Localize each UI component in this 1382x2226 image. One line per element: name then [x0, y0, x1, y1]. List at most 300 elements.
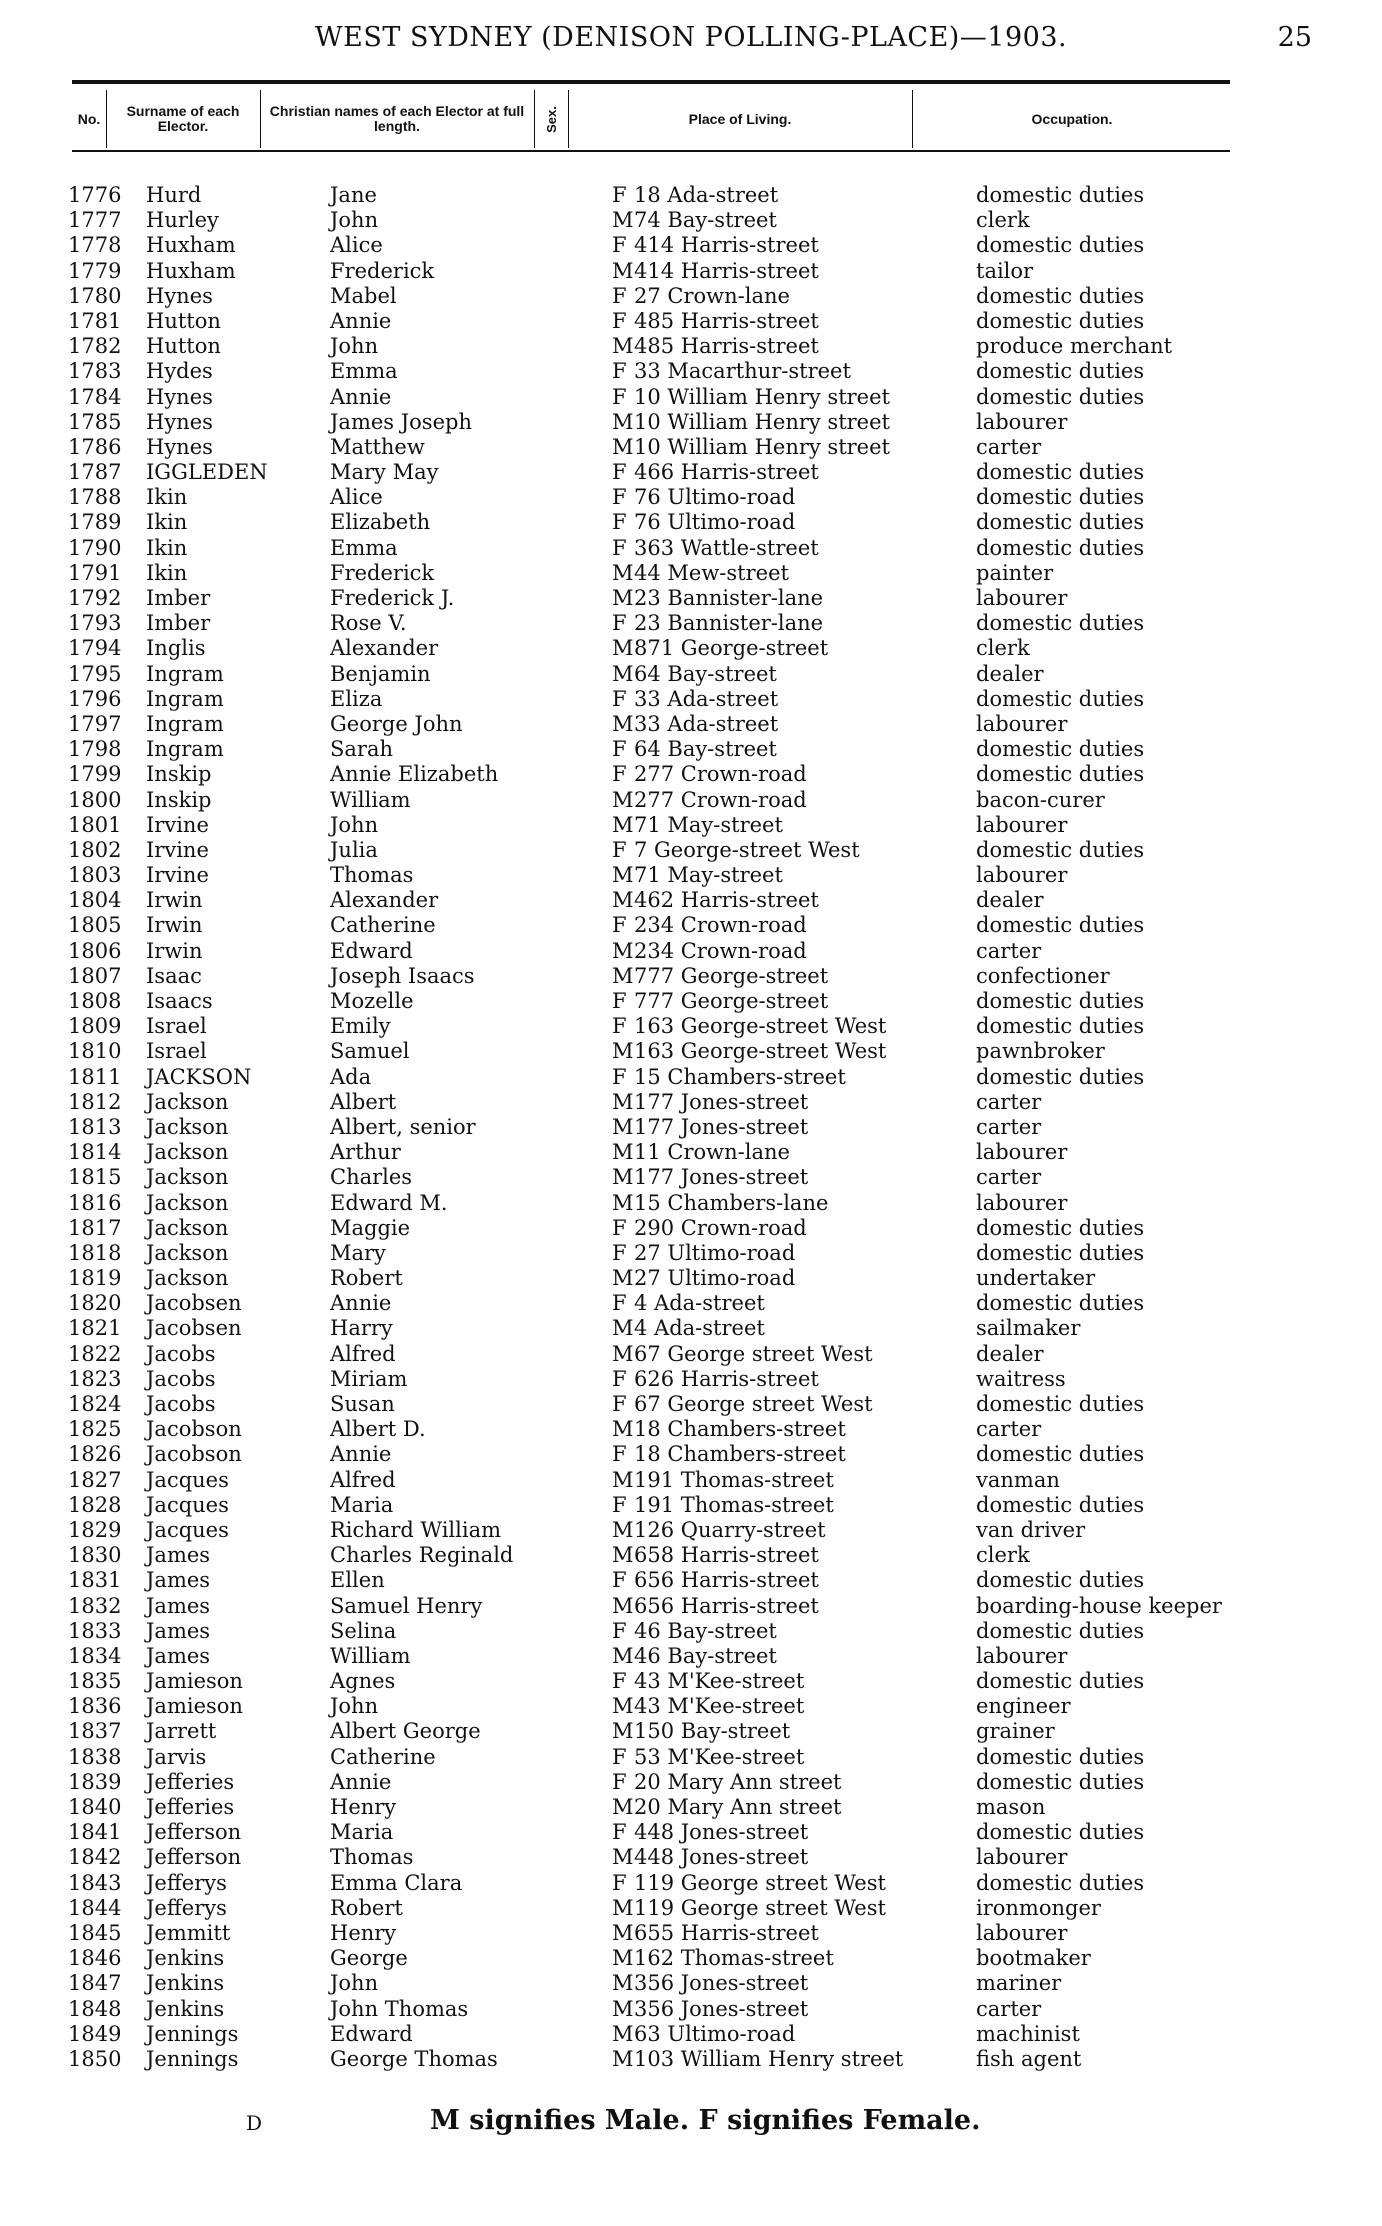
surname: Jacobs	[146, 1341, 216, 1366]
occupation: domestic duties	[976, 989, 1145, 1013]
elector-number: 1815	[68, 1165, 122, 1190]
occupation: labourer	[976, 409, 1068, 434]
christian-names: John	[330, 812, 379, 837]
surname: Jacobsen	[146, 1291, 242, 1316]
occupation: labourer	[976, 1845, 1068, 1870]
elector-number: 1800	[68, 787, 122, 812]
elector-number: 1847	[68, 1971, 122, 1996]
sex: F	[612, 686, 627, 711]
occupation: boarding-house keeper	[976, 1593, 1222, 1618]
occupation: domestic duties	[976, 1014, 1145, 1039]
occupation: labourer	[976, 812, 1068, 837]
occupation: domestic duties	[976, 1442, 1145, 1467]
sex: F	[612, 737, 627, 762]
elector-number: 1822	[68, 1341, 122, 1366]
christian-names: Robert	[330, 1895, 403, 1920]
occupation: fish agent	[976, 2046, 1082, 2071]
occupation: carter	[976, 938, 1042, 963]
occupation: domestic duties	[976, 308, 1145, 333]
occupation: clerk	[976, 208, 1030, 233]
elector-number: 1843	[68, 1870, 122, 1895]
place-of-living: 20 Mary Ann street	[634, 1795, 842, 1819]
christian-names: Annie	[330, 1769, 392, 1794]
sex: F	[612, 1240, 627, 1265]
christian-names: Robert	[330, 1266, 403, 1291]
place-of-living: 33 Ada-street	[634, 711, 779, 736]
elector-number: 1776	[68, 183, 122, 207]
table-row	[68, 1065, 1298, 1090]
column-headers	[72, 88, 1230, 152]
sex: M	[612, 1694, 634, 1719]
occupation: domestic duties	[976, 611, 1145, 636]
elector-number: 1793	[68, 611, 122, 636]
christian-names: Ada	[330, 1064, 372, 1089]
place-of-living: 71 May-street	[634, 812, 783, 837]
place-of-living: 76 Ultimo-road	[634, 485, 796, 510]
elector-number: 1820	[68, 1291, 122, 1316]
table-row	[68, 1845, 1298, 1870]
table-row	[68, 838, 1298, 863]
sex: F	[612, 485, 627, 510]
christian-names: William	[330, 1643, 411, 1668]
elector-number: 1837	[68, 1719, 122, 1744]
surname: Jenkins	[146, 1946, 225, 1971]
place-of-living: 290 Crown-road	[634, 1215, 807, 1240]
sex: M	[612, 1946, 634, 1971]
surname: Irvine	[146, 812, 209, 837]
surname: Jennings	[146, 2046, 239, 2071]
surname: Jacobs	[146, 1392, 216, 1416]
surname: Jackson	[146, 1215, 229, 1240]
christian-names: Emma	[330, 535, 398, 560]
sex: M	[612, 1920, 634, 1945]
sex: M	[612, 1467, 634, 1492]
surname: Israel	[146, 1039, 207, 1064]
surname: James	[146, 1593, 211, 1618]
place-of-living: 656 Harris-street	[634, 1568, 819, 1593]
surname: Jackson	[146, 1114, 229, 1139]
table-row	[68, 863, 1298, 888]
table-row	[68, 888, 1298, 913]
sex: F	[612, 1064, 627, 1089]
table-row	[68, 410, 1298, 435]
place-of-living: 462 Harris-street	[634, 888, 819, 913]
christian-names: Arthur	[330, 1140, 401, 1165]
table-row	[68, 561, 1298, 586]
table-row	[68, 1770, 1298, 1795]
place-of-living: 44 Mew-street	[634, 560, 789, 585]
christian-names: Susan	[330, 1392, 395, 1416]
surname: James	[146, 1643, 211, 1668]
elector-number: 1808	[68, 989, 122, 1013]
place-of-living: 656 Harris-street	[634, 1593, 819, 1618]
place-of-living: 4 Ada-street	[634, 1291, 765, 1316]
place-of-living: 71 May-street	[634, 863, 783, 888]
surname: Jackson	[146, 1089, 229, 1114]
col-surname: Surname of each Elector.	[126, 103, 240, 134]
table-row	[68, 359, 1298, 384]
sex: F	[612, 1366, 627, 1391]
sex: F	[612, 913, 627, 938]
occupation: domestic duties	[976, 1291, 1145, 1316]
place-of-living: 10 William Henry street	[634, 434, 890, 459]
sex: F	[612, 283, 627, 308]
surname: Jenkins	[146, 1996, 225, 2021]
col-christian: Christian names of each Elector at full length.	[269, 103, 525, 134]
christian-names: Albert	[330, 1089, 397, 1114]
occupation: domestic duties	[976, 283, 1145, 308]
sex: M	[612, 1593, 634, 1618]
elector-number: 1792	[68, 586, 122, 610]
table-row	[68, 1417, 1298, 1442]
occupation: domestic duties	[976, 1064, 1145, 1089]
table-row	[68, 712, 1298, 737]
christian-names: Alfred	[330, 1467, 396, 1492]
occupation: carter	[976, 1114, 1042, 1139]
surname: Irvine	[146, 863, 209, 888]
sex: M	[612, 434, 634, 459]
sex: M	[612, 1039, 634, 1064]
table-row	[68, 1644, 1298, 1669]
table-row	[68, 1291, 1298, 1316]
table-row	[68, 284, 1298, 309]
elector-number: 1809	[68, 1014, 122, 1039]
place-of-living: 18 Ada-street	[634, 183, 779, 207]
col-occupation: Occupation.	[1031, 110, 1113, 127]
christian-names: Rose V.	[330, 611, 407, 636]
sex: M	[612, 1996, 634, 2021]
occupation: carter	[976, 1417, 1042, 1442]
christian-names: William	[330, 787, 411, 812]
elector-number: 1840	[68, 1795, 122, 1819]
christian-names: Julia	[330, 837, 378, 862]
place-of-living: 46 Bay-street	[634, 1618, 777, 1643]
christian-names: Charles	[330, 1165, 413, 1190]
sex: M	[612, 1316, 634, 1341]
place-of-living: 7 George-street West	[634, 837, 860, 862]
christian-names: Harry	[330, 1316, 393, 1341]
place-of-living: 466 Harris-street	[634, 460, 819, 485]
sex: M	[612, 1190, 634, 1215]
surname: Jenkins	[146, 1971, 225, 1996]
table-row	[68, 510, 1298, 535]
elector-number: 1812	[68, 1089, 122, 1114]
occupation: carter	[976, 434, 1042, 459]
place-of-living: 777 George-street	[634, 963, 829, 988]
sex: M	[612, 787, 634, 812]
col-sex-label: Sex.	[543, 105, 559, 133]
occupation: domestic duties	[976, 913, 1145, 938]
table-row	[68, 662, 1298, 687]
christian-names: Jane	[330, 183, 377, 207]
occupation: undertaker	[976, 1266, 1096, 1291]
sex: M	[612, 1341, 634, 1366]
occupation: domestic duties	[976, 535, 1145, 560]
christian-names: Edward	[330, 2021, 413, 2046]
elector-number: 1823	[68, 1366, 122, 1391]
christian-names: Mozelle	[330, 989, 414, 1013]
sex: F	[612, 384, 627, 409]
page-number: 25	[1277, 22, 1312, 53]
christian-names: Frederick J.	[330, 586, 455, 610]
signature-letter: D	[246, 2111, 263, 2135]
elector-number: 1821	[68, 1316, 122, 1341]
occupation: labourer	[976, 863, 1068, 888]
elector-number: 1785	[68, 409, 122, 434]
christian-names: Catherine	[330, 913, 436, 938]
table-row	[68, 989, 1298, 1014]
occupation: domestic duties	[976, 1769, 1145, 1794]
elector-number: 1819	[68, 1266, 122, 1291]
christian-names: Mary May	[330, 460, 439, 485]
sex: F	[612, 1291, 627, 1316]
sex: F	[612, 510, 627, 535]
occupation: mariner	[976, 1971, 1062, 1996]
sex: F	[612, 762, 627, 787]
christian-names: Albert George	[330, 1719, 481, 1744]
table-row	[68, 1946, 1298, 1971]
place-of-living: 177 Jones-street	[634, 1114, 809, 1139]
place-of-living: 64 Bay-street	[634, 661, 777, 686]
place-of-living: 53 M'Kee-street	[634, 1744, 805, 1769]
place-of-living: 33 Ada-street	[634, 686, 779, 711]
elector-number: 1783	[68, 359, 122, 384]
surname: Imber	[146, 586, 211, 610]
table-row	[68, 1543, 1298, 1568]
occupation: bootmaker	[976, 1946, 1091, 1971]
occupation: bacon-curer	[976, 787, 1105, 812]
christian-names: John	[330, 1694, 379, 1719]
occupation: labourer	[976, 1190, 1068, 1215]
sex: M	[612, 2046, 634, 2071]
elector-number: 1839	[68, 1769, 122, 1794]
christian-names: George	[330, 1946, 408, 1971]
christian-names: Annie	[330, 1442, 392, 1467]
surname: Jarvis	[146, 1744, 207, 1769]
place-of-living: 27 Ultimo-road	[634, 1240, 796, 1265]
elector-number: 1807	[68, 963, 122, 988]
place-of-living: 485 Harris-street	[634, 334, 819, 359]
christian-names: Edward	[330, 938, 413, 963]
sex: M	[612, 1165, 634, 1190]
surname: Ikin	[146, 535, 188, 560]
surname: Hynes	[146, 384, 213, 409]
elector-number: 1806	[68, 938, 122, 963]
occupation: labourer	[976, 711, 1068, 736]
christian-names: Eliza	[330, 686, 383, 711]
place-of-living: 414 Harris-street	[634, 258, 819, 283]
surname: Hynes	[146, 434, 213, 459]
occupation: machinist	[976, 2021, 1080, 2046]
surname: Imber	[146, 611, 211, 636]
surname: Jefferson	[146, 1820, 242, 1845]
sex: M	[612, 586, 634, 610]
elector-number: 1848	[68, 1996, 122, 2021]
table-row	[68, 1871, 1298, 1896]
surname: Ingram	[146, 711, 224, 736]
occupation: domestic duties	[976, 837, 1145, 862]
occupation: domestic duties	[976, 460, 1145, 485]
occupation: carter	[976, 1089, 1042, 1114]
occupation: grainer	[976, 1719, 1055, 1744]
occupation: domestic duties	[976, 1669, 1145, 1694]
table-row	[68, 1820, 1298, 1845]
place-of-living: 234 Crown-road	[634, 938, 807, 963]
place-of-living: 363 Wattle-street	[634, 535, 819, 560]
sex: M	[612, 1845, 634, 1870]
col-divider	[534, 90, 535, 148]
table-row	[68, 1367, 1298, 1392]
elector-number: 1797	[68, 711, 122, 736]
occupation: clerk	[976, 1543, 1030, 1568]
place-of-living: 63 Ultimo-road	[634, 2021, 796, 2046]
table-row	[68, 1896, 1298, 1921]
col-divider	[260, 90, 261, 148]
place-of-living: 18 Chambers-street	[634, 1417, 846, 1442]
place-of-living: 191 Thomas-street	[634, 1467, 834, 1492]
sex: M	[612, 888, 634, 913]
christian-names: Elizabeth	[330, 510, 431, 535]
elector-number: 1824	[68, 1392, 122, 1416]
col-divider	[568, 90, 569, 148]
christian-names: Miriam	[330, 1366, 408, 1391]
table-row	[68, 1669, 1298, 1694]
christian-names: Selina	[330, 1618, 397, 1643]
place-of-living: 485 Harris-street	[634, 308, 819, 333]
sex: F	[612, 1820, 627, 1845]
surname: Isaacs	[146, 989, 213, 1013]
sex: M	[612, 1517, 634, 1542]
elector-number: 1829	[68, 1517, 122, 1542]
table-row	[68, 1493, 1298, 1518]
surname: Hurley	[146, 208, 219, 233]
occupation: domestic duties	[976, 183, 1145, 207]
sex: M	[612, 2021, 634, 2046]
elector-number: 1833	[68, 1618, 122, 1643]
table-row	[68, 1518, 1298, 1543]
table-row	[68, 636, 1298, 661]
occupation: produce merchant	[976, 334, 1173, 359]
place-of-living: 119 George street West	[634, 1895, 886, 1920]
place-of-living: 871 George-street	[634, 636, 829, 661]
sex: M	[612, 1643, 634, 1668]
christian-names: Agnes	[330, 1669, 396, 1694]
place-of-living: 163 George-street West	[634, 1014, 887, 1039]
sex: M	[612, 1114, 634, 1139]
christian-names: Samuel Henry	[330, 1593, 483, 1618]
elector-number: 1784	[68, 384, 122, 409]
christian-names: Albert, senior	[330, 1114, 476, 1139]
elector-number: 1831	[68, 1568, 122, 1593]
table-row	[68, 259, 1298, 284]
occupation: domestic duties	[976, 233, 1145, 258]
place-of-living: 74 Bay-street	[634, 208, 777, 233]
sex: F	[612, 1014, 627, 1039]
occupation: domestic duties	[976, 1215, 1145, 1240]
sex: M	[612, 208, 634, 233]
christian-names: Henry	[330, 1920, 397, 1945]
elector-number: 1789	[68, 510, 122, 535]
surname: Jefferies	[146, 1795, 235, 1819]
christian-names: Edward M.	[330, 1190, 448, 1215]
elector-number: 1845	[68, 1920, 122, 1945]
surname: Ingram	[146, 737, 224, 762]
surname: Hydes	[146, 359, 213, 384]
elector-number: 1838	[68, 1744, 122, 1769]
elector-number: 1791	[68, 560, 122, 585]
place-of-living: 15 Chambers-lane	[634, 1190, 829, 1215]
table-row	[68, 1619, 1298, 1644]
sex: F	[612, 1215, 627, 1240]
occupation: carter	[976, 1996, 1042, 2021]
sex: F	[612, 611, 627, 636]
sex: M	[612, 258, 634, 283]
sex: F	[612, 1769, 627, 1794]
sex: F	[612, 183, 627, 207]
table-row	[68, 1568, 1298, 1593]
surname: Jackson	[146, 1266, 229, 1291]
place-of-living: 448 Jones-street	[634, 1845, 809, 1870]
christian-names: Alexander	[330, 636, 439, 661]
christian-names: Catherine	[330, 1744, 436, 1769]
elector-number: 1836	[68, 1694, 122, 1719]
elector-number: 1846	[68, 1946, 122, 1971]
table-row	[68, 485, 1298, 510]
sex: M	[612, 1140, 634, 1165]
table-row	[68, 611, 1298, 636]
occupation: domestic duties	[976, 1820, 1145, 1845]
place-of-living: 234 Crown-road	[634, 913, 807, 938]
elector-number: 1810	[68, 1039, 122, 1064]
surname: Jackson	[146, 1240, 229, 1265]
surname: Huxham	[146, 258, 236, 283]
elector-number: 1803	[68, 863, 122, 888]
surname: Jefferson	[146, 1845, 242, 1870]
occupation: domestic duties	[976, 762, 1145, 787]
elector-number: 1788	[68, 485, 122, 510]
sex: F	[612, 1392, 627, 1416]
surname: Jackson	[146, 1165, 229, 1190]
table-row	[68, 536, 1298, 561]
occupation: domestic duties	[976, 1568, 1145, 1593]
surname: Jemmitt	[146, 1920, 231, 1945]
christian-names: Annie	[330, 384, 392, 409]
place-of-living: 777 George-street	[634, 989, 829, 1013]
col-sex	[536, 88, 566, 150]
place-of-living: 126 Quarry-street	[634, 1517, 826, 1542]
page-title: WEST SYDNEY (DENISON POLLING-PLACE)—1903.	[314, 22, 1068, 53]
sex: F	[612, 1744, 627, 1769]
christian-names: Frederick	[330, 560, 435, 585]
elector-number: 1786	[68, 434, 122, 459]
place-of-living: 10 William Henry street	[634, 409, 890, 434]
col-no: No.	[77, 110, 101, 127]
table-row	[68, 1719, 1298, 1744]
elector-number: 1818	[68, 1240, 122, 1265]
place-of-living: 64 Bay-street	[634, 737, 777, 762]
elector-number: 1841	[68, 1820, 122, 1845]
table-row	[68, 208, 1298, 233]
occupation: domestic duties	[976, 1744, 1145, 1769]
place-of-living: 23 Bannister-lane	[634, 586, 824, 610]
occupation: domestic duties	[976, 737, 1145, 762]
table-row	[68, 1392, 1298, 1417]
christian-names: Joseph Isaacs	[330, 963, 475, 988]
table-row	[68, 309, 1298, 334]
table-row	[68, 2022, 1298, 2047]
christian-names: Annie	[330, 308, 392, 333]
elector-number: 1828	[68, 1492, 122, 1517]
